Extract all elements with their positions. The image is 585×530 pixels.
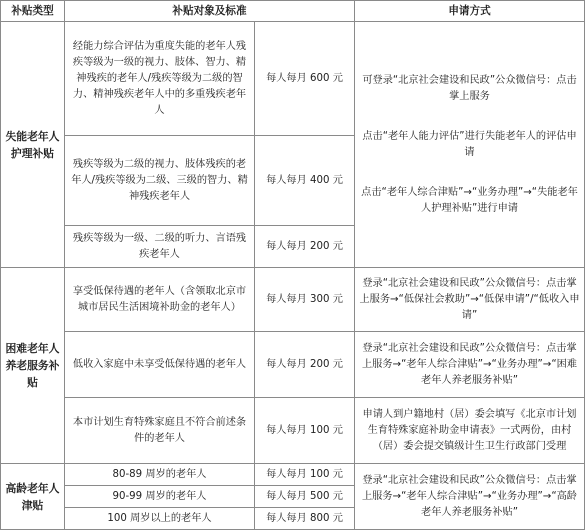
amount-cell: 每人每月 200 元 xyxy=(255,332,355,398)
subsidy-type-disabled-care: 失能老年人护理补贴 xyxy=(1,22,65,268)
method-step: 可登录“北京社会建设和民政”公众微信号：点击掌上服务 xyxy=(362,74,577,102)
method-cell-elderly-allowance: 登录“北京社会建设和民政”公众微信号：点击掌上服务→“老年人综合津贴”→“业务办理”→“高龄老年人养老服务补贴” xyxy=(355,464,585,530)
subsidy-type-elderly-allowance: 高龄老年人津贴 xyxy=(1,464,65,530)
subsidy-type-hardship: 困难老年人养老服务补贴 xyxy=(1,268,65,464)
target-cell: 经能力综合评估为重度失能的老年人残疾等级为一级的视力、肢体、智力、精神残疾的老年人/残疾等级为二级的智力、精神残疾老年人中的多重残疾老年人 xyxy=(65,22,255,136)
table-row xyxy=(1,332,585,398)
amount-cell: 每人每月 200 元 xyxy=(255,226,355,268)
amount-cell: 每人每月 500 元 xyxy=(255,486,355,508)
method-cell-disabled-care xyxy=(355,22,585,268)
header-target: 补贴对象及标准 xyxy=(65,1,355,22)
target-cell: 100 周岁以上的老年人 xyxy=(65,508,255,530)
target-cell: 残疾等级为二级的视力、肢体残疾的老年人/残疾等级为二级、三级的智力、精神残疾老年人 xyxy=(65,136,255,226)
table-row xyxy=(1,464,585,486)
amount-cell: 每人每月 100 元 xyxy=(255,398,355,464)
table-row xyxy=(1,268,585,332)
target-cell: 80-89 周岁的老年人 xyxy=(65,464,255,486)
target-cell: 享受低保待遇的老年人（含领取北京市城市居民生活困境补助金的老年人） xyxy=(65,268,255,332)
amount-cell: 每人每月 300 元 xyxy=(255,268,355,332)
target-cell: 残疾等级为一级、二级的听力、言语残疾老年人 xyxy=(65,226,255,268)
header-row xyxy=(1,1,585,22)
target-cell: 本市计划生育特殊家庭且不符合前述条件的老年人 xyxy=(65,398,255,464)
amount-cell: 每人每月 400 元 xyxy=(255,136,355,226)
target-cell: 90-99 周岁的老年人 xyxy=(65,486,255,508)
header-type: 补贴类型 xyxy=(1,1,65,22)
amount-cell: 每人每月 100 元 xyxy=(255,464,355,486)
method-cell: 申请人到户籍地村（居）委会填写《北京市计划生育特殊家庭补助金申请表》一式两份，由村（居）委会提交镇级计生卫生行政部门受理 xyxy=(355,398,585,464)
method-step: 点击“老年人综合津贴”→“业务办理”→“失能老年人护理补贴”进行申请 xyxy=(361,186,578,214)
method-cell: 登录“北京社会建设和民政”公众微信号：点击掌上服务→“老年人综合津贴”→“业务办理”→“困难老年人养老服务补贴” xyxy=(355,332,585,398)
method-step: 点击“老年人能力评估”进行失能老年人的评估申请 xyxy=(362,130,577,158)
header-method: 申请方式 xyxy=(355,1,585,22)
target-cell: 低收入家庭中未享受低保待遇的老年人 xyxy=(65,332,255,398)
amount-cell: 每人每月 600 元 xyxy=(255,22,355,136)
table-row xyxy=(1,398,585,464)
method-cell: 登录“北京社会建设和民政”公众微信号：点击掌上服务→“低保社会救助”→“低保申请”/“低收入申请” xyxy=(355,268,585,332)
table-row xyxy=(1,22,585,136)
amount-cell: 每人每月 800 元 xyxy=(255,508,355,530)
